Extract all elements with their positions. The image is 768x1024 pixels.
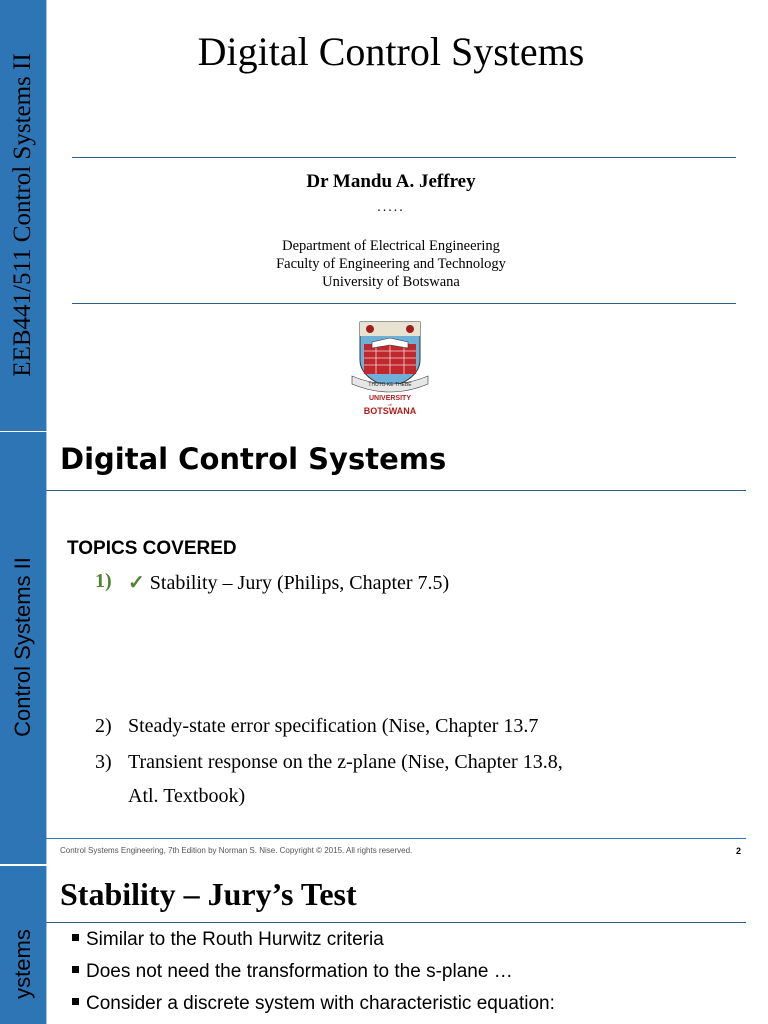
topic-number: 1) bbox=[95, 570, 112, 592]
sidebar-course-title: ystems bbox=[10, 929, 35, 999]
jury-test-slide bbox=[0, 866, 768, 1024]
topic-text: Steady-state error specification (Nise, Chapter 13.7 bbox=[128, 715, 539, 737]
crest-line3: BOTSWANA bbox=[363, 406, 417, 416]
bullet-icon bbox=[72, 934, 79, 941]
divider bbox=[46, 922, 746, 923]
slide-title: Digital Control Systems bbox=[60, 442, 447, 476]
author-dots: ..... bbox=[377, 200, 405, 215]
topic-text: Transient response on the z-plane (Nise, Chapter 13.8, bbox=[128, 751, 563, 773]
affiliation-university: University of Botswana bbox=[322, 274, 460, 290]
sidebar-course-title: Control Systems II bbox=[10, 557, 35, 737]
affiliation-department: Department of Electrical Engineering bbox=[282, 238, 500, 254]
topics-heading: TOPICS COVERED bbox=[67, 538, 237, 559]
topic-text-continued: Atl. Textbook) bbox=[128, 785, 246, 807]
crest-line2: of bbox=[388, 402, 392, 407]
bullet-icon bbox=[72, 966, 79, 973]
bullet-icon bbox=[72, 998, 79, 1005]
crest-motto: THUTO KE THEBE bbox=[368, 382, 412, 388]
slide-sidebar bbox=[0, 866, 46, 1024]
list-item: Consider a discrete system with characteristic equation: bbox=[72, 993, 555, 1024]
slide-title: Digital Control Systems bbox=[197, 29, 585, 74]
title-slide bbox=[0, 0, 768, 432]
divider bbox=[46, 490, 746, 491]
list-item: Similar to the Routh Hurwitz criteria bbox=[72, 929, 555, 961]
divider bbox=[72, 157, 736, 158]
page-number: 2 bbox=[736, 846, 742, 856]
topic-number: 3) bbox=[95, 751, 112, 773]
copyright-footer: Control Systems Engineering, 7th Edition by Norman S. Nise. Copyright © 2015. All rights reserved. bbox=[60, 846, 413, 855]
topics-slide bbox=[0, 432, 768, 864]
slide-sidebar bbox=[0, 432, 46, 864]
topic-number: 2) bbox=[95, 715, 112, 737]
affiliation-faculty: Faculty of Engineering and Technology bbox=[276, 256, 506, 272]
university-crest-icon bbox=[348, 320, 432, 416]
slide-title: Stability – Jury’s Test bbox=[60, 876, 357, 912]
sidebar-course-title: EEB441/511 Control Systems II bbox=[9, 53, 36, 377]
divider bbox=[72, 303, 736, 304]
list-item: Does not need the transformation to the s-plane … bbox=[72, 961, 555, 993]
slide-sidebar bbox=[0, 0, 46, 432]
topic-text: Stability – Jury (Philips, Chapter 7.5) bbox=[149, 572, 450, 594]
check-icon: ✓ bbox=[128, 572, 145, 594]
author-name: Dr Mandu A. Jeffrey bbox=[306, 171, 476, 192]
footer-divider bbox=[46, 838, 746, 839]
bullet-list bbox=[72, 929, 555, 1024]
affiliation bbox=[46, 237, 736, 291]
crest-line1: UNIVERSITY bbox=[368, 395, 412, 402]
